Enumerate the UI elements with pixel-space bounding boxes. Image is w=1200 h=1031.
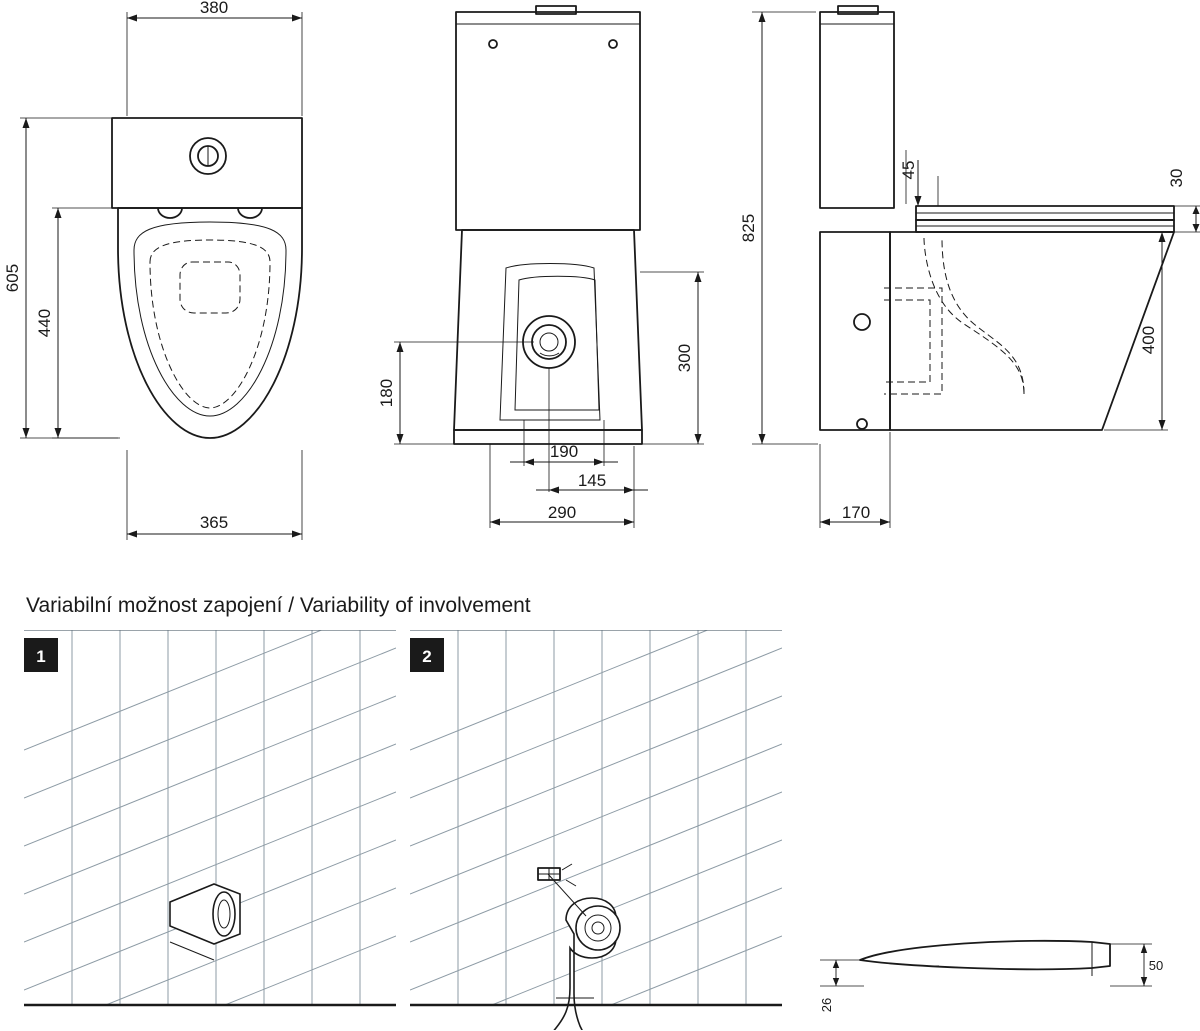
dim-front-180: 180: [377, 378, 396, 408]
option-2-badge-label: 2: [422, 647, 432, 666]
front-view: [377, 6, 704, 528]
section-heading: [26, 594, 531, 618]
dim-side-30: 30: [1167, 168, 1186, 188]
section-heading-text: Variabilní možnost zapojení / Variability of involvement: [26, 594, 531, 617]
floor-outlet-option: [410, 630, 782, 1030]
dim-side-170: 170: [841, 503, 871, 522]
option-1-badge-label: 1: [36, 647, 46, 666]
dim-profile-26: 26: [819, 997, 834, 1013]
dim-top-605: 605: [3, 263, 22, 293]
dim-side-400: 400: [1139, 325, 1158, 355]
wall-outlet-option: [24, 630, 396, 1030]
dim-front-300: 300: [675, 343, 694, 373]
dim-front-145: 145: [577, 471, 607, 490]
dim-top-380: 380: [199, 0, 229, 17]
dim-front-290: 290: [547, 503, 577, 522]
dim-profile-50: 50: [1148, 958, 1164, 973]
top-view: [3, 0, 302, 540]
dim-top-440: 440: [35, 308, 54, 338]
bottom-panel: [0, 630, 1200, 1030]
wall-pipe-1: [170, 884, 240, 960]
side-view: [739, 6, 1200, 528]
seat-profile-view: [819, 941, 1163, 1012]
dim-top-365: 365: [199, 513, 229, 532]
dim-front-190: 190: [549, 442, 579, 461]
dim-side-825: 825: [739, 213, 758, 243]
dim-side-45: 45: [899, 160, 918, 180]
